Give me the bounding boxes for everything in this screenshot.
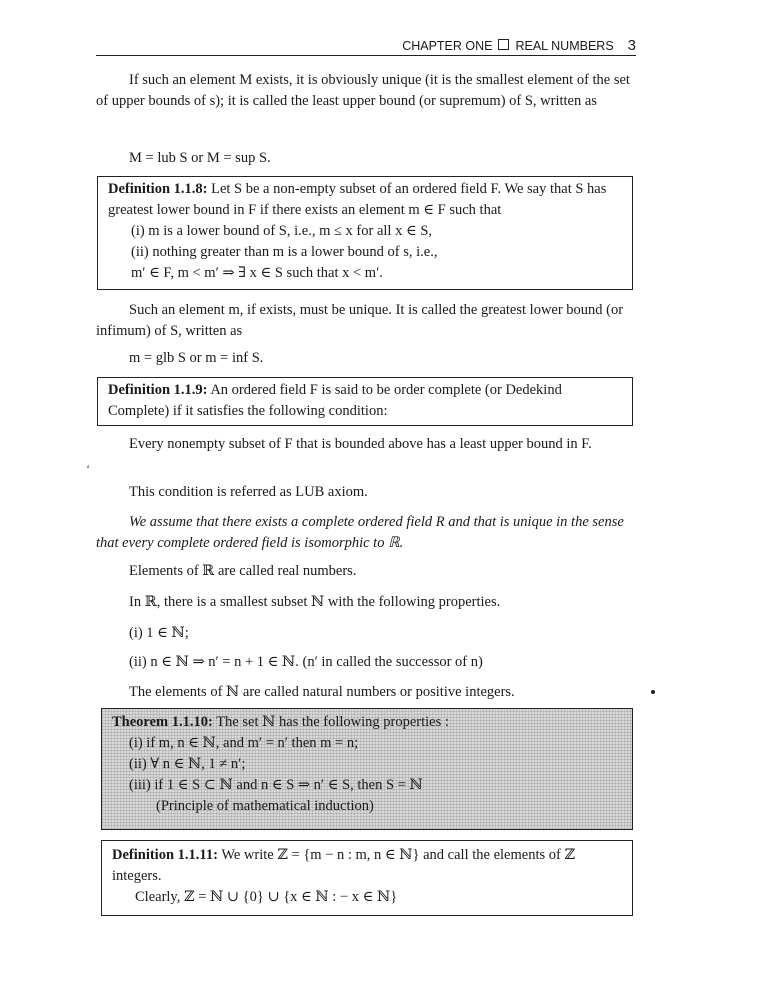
paragraph-lub-axiom: This condition is referred as LUB axiom. (129, 484, 368, 500)
paragraph-every-subset: Every nonempty subset of F that is bounded above has a least upper bound in F. (129, 436, 592, 452)
theorem-item: (iii) if 1 ∈ S ⊂ ℕ and n ∈ S ⇒ n′ ∈ S, then S = ℕ (129, 777, 423, 793)
property-item: (i) 1 ∈ ℕ; (129, 625, 189, 641)
definition-label: Definition 1.1.11: (112, 847, 218, 863)
formula-glb: m = glb S or m = inf S. (129, 350, 264, 366)
definition-item: (ii) nothing greater than m is a lower bound of s, i.e., (131, 244, 438, 260)
theorem-item: (i) if m, n ∈ ℕ, and m′ = n′ then m = n; (129, 735, 359, 751)
definition-label: Definition 1.1.8: (108, 181, 208, 197)
paragraph-lub: If such an element M exists, it is obviously unique (it is the smallest element of the set of upper bounds of s); it is called the least upper bound (or supremum) of S, written as (96, 72, 630, 109)
property-item: (ii) n ∈ ℕ ⇒ n′ = n + 1 ∈ ℕ. (n′ in called the successor of n) (129, 654, 483, 670)
theorem-label: Theorem 1.1.10: (112, 714, 213, 730)
theorem-text: The set ℕ has the following properties : (216, 714, 449, 730)
stray-dot (651, 690, 655, 694)
theorem-item: (ii) ∀ n ∈ ℕ, 1 ≠ n′; (129, 756, 246, 772)
paragraph-smallest-subset: In ℝ, there is a smallest subset ℕ with the following properties. (129, 594, 501, 610)
page-number: 3 (627, 37, 636, 54)
square-separator-icon (498, 39, 509, 50)
paragraph-assumption (96, 512, 636, 554)
definition-1-1-11-body (112, 845, 622, 887)
section-label: REAL NUMBERS (515, 39, 614, 53)
paragraph-real-numbers: Elements of ℝ are called real numbers. (129, 563, 357, 579)
theorem-note: (Principle of mathematical induction) (156, 798, 374, 814)
paragraph-glb: Such an element m, if exists, must be unique. It is called the greatest lower bound (or infimum) of S, written as (96, 302, 624, 339)
definition-1-1-11-box (101, 840, 633, 916)
definition-1-1-8-body (108, 179, 623, 221)
formula-lub: M = lub S or M = sup S. (129, 150, 271, 166)
assumption-text: We assume that there exists a complete ordered field R and that is unique in the sense that every complete ordered field is isomorphic to ℝ. (96, 514, 624, 551)
definition-label: Definition 1.1.9: (108, 382, 208, 398)
theorem-1-1-10-box (101, 708, 633, 830)
paragraph-natural-numbers: The elements of ℕ are called natural numbers or positive integers. (129, 684, 515, 700)
definition-text: Let S be a non-empty subset of an ordered field F. We say that S has greatest lower bound in F if there exists an element m ∈ F such that (108, 181, 607, 218)
page-header (96, 33, 636, 56)
margin-mark: ʻ (86, 461, 91, 476)
chapter-label: CHAPTER ONE (402, 39, 493, 53)
running-head (402, 35, 636, 57)
theorem-body (112, 712, 622, 733)
definition-item: m′ ∈ F, m < m′ ⇒ ∃ x ∈ S such that x < m′. (131, 265, 383, 281)
definition-1-1-8-box (97, 176, 633, 290)
definition-1-1-9-box (97, 377, 633, 426)
definition-text: An ordered field F is said to be order complete (or Dedekind Complete) if it satisfies the following condition: (108, 382, 562, 419)
definition-text: We write ℤ = {m − n : m, n ∈ ℕ} and call the elements of ℤ integers. (112, 847, 576, 884)
definition-1-1-9-body (108, 380, 623, 422)
definition-clearly: Clearly, ℤ = ℕ ∪ {0} ∪ {x ∈ ℕ : − x ∈ ℕ} (135, 889, 398, 905)
definition-item: (i) m is a lower bound of S, i.e., m ≤ x for all x ∈ S, (131, 223, 433, 239)
